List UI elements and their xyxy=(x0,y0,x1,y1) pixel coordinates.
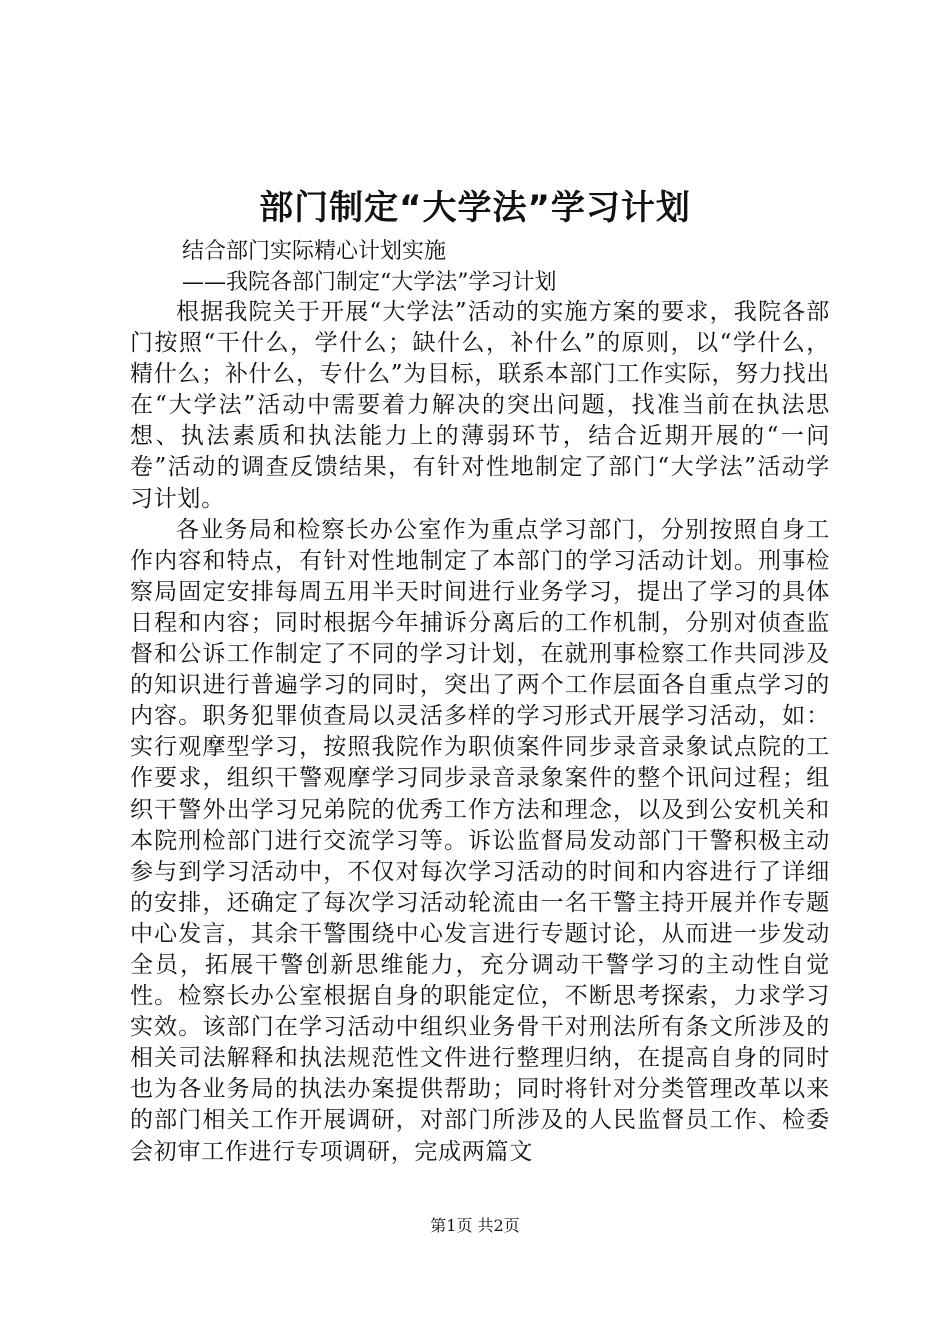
document-subtitle: 结合部门实际精心计划实施 xyxy=(182,239,447,264)
document-title: 部门制定“大学法”学习计划 xyxy=(259,188,691,228)
document-subheading: ——我院各部门制定“大学法”学习计划 xyxy=(182,270,557,295)
page-footer: 第1页 共2页 xyxy=(430,1216,520,1235)
body-paragraph-2: 各业务局和检察长办公室作为重点学习部门，分别按照自身工作内容和特点，有针对性地制定了本部门的学习活动计划。刑事检察局固定安排每周五用半天时间进行业务学习，提出了学习的具体日程和内容；同时根据今年捕诉分离后的工作机制，分别对侦查监督和公诉工作制定了不同的学习计划，在就刑事检察工作共同涉及的知识进行普遍学习的同时，突出了两个工作层面各自重点学习的内容。职务犯罪侦查局以灵活多样的学习形式开展学习活动，如：实行观摩型学习，按照我院作为职侦案件同步录音录象试点院的工作要求，组织干警观摩学习同步录音录象案件的整个讯问过程；组织干警外出学习兄弟院的优秀工作方法和理念，以及到公安机关和本院刑检部门进行交流学习等。诉讼监督局发动部门干警积极主动参与到学习活动中，不仅对每次学习活动的时间和内容进行了详细的安排，还确定了每次学习活动轮流由一名干警主持开展并作专题中心发言，其余干警围绕中心发言进行专题讨论，从而进一步发动全员，拓展干警创新思维能力，充分调动干警学习的主动性自觉性。检察长办公室根据自身的职能定位，不断思考探索，力求学习实效。该部门在学习活动中组织业务骨干对刑法所有条文所涉及的相关司法解释和执法规范性文件进行整理归纳，在提高自身的同时也为各业务局的执法办案提供帮助；同时将针对分类管理改革以来的部门相关工作开展调研，对部门所涉及的人民监督员工作、检委会初审工作进行专项调研，完成两篇文 xyxy=(130,516,830,1165)
document-body xyxy=(130,297,830,1168)
body-paragraph-1: 根据我院关于开展“大学法”活动的实施方案的要求，我院各部门按照“干什么，学什么；缺什么，补什么”的原则，以“学什么，精什么；补什么，专什么”为目标，联系本部门工作实际，努力找出在“大学法”活动中需要着力解决的突出问题，找准当前在执法思想、执法素质和执法能力上的薄弱环节，结合近期开展的“一问卷”活动的调查反馈结果，有针对性地制定了部门“大学法”活动学习计划。 xyxy=(130,299,830,512)
